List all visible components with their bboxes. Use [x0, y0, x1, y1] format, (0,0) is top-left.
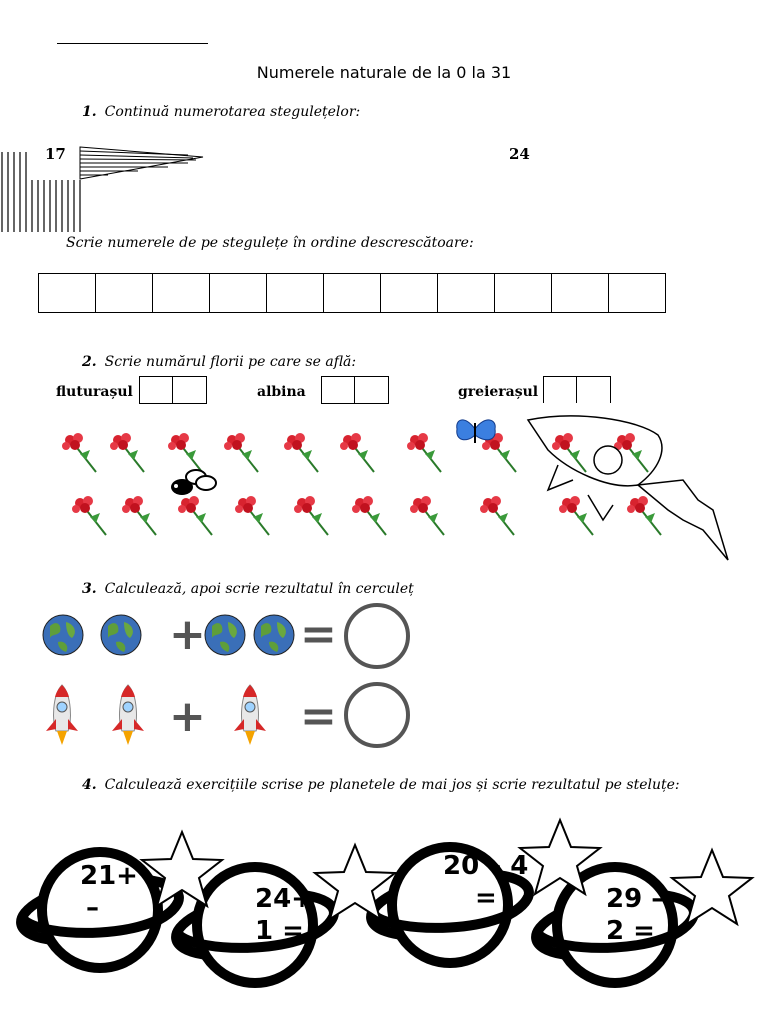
flag-number-start: 17 [45, 145, 66, 163]
butterfly-label: fluturașul [56, 384, 133, 400]
expression-line: 29 – [606, 884, 665, 914]
cricket-label: greierașul [458, 384, 539, 400]
answer-cell[interactable] [552, 274, 609, 313]
ex1-number: 1. [82, 104, 97, 120]
planet-expression-1 [80, 860, 138, 924]
ex3-instruction [82, 581, 414, 597]
flag-number-end: 24 [509, 145, 530, 163]
equals-sign: = [300, 609, 337, 660]
flowers-field [0, 405, 768, 570]
bee-icon [171, 470, 216, 495]
expression-line: 24+ [255, 884, 313, 914]
equals-sign: = [300, 691, 337, 742]
ex4-number: 4. [82, 777, 97, 793]
ex3-number: 3. [82, 581, 97, 597]
descending-answer-table [38, 273, 666, 313]
answer-cell[interactable] [153, 274, 210, 313]
ex4-instruction-text: Calculează exercițiile scrise pe planetele de mai jos și scrie rezultatul pe steluțe: [104, 777, 680, 793]
ex2-instruction-text: Scrie numărul florii pe care se află: [104, 354, 357, 370]
flower-icon [62, 433, 661, 535]
name-line [57, 43, 208, 44]
answer-cell[interactable] [39, 274, 96, 313]
ex3-equations [30, 603, 430, 753]
butterfly-icon [457, 420, 495, 443]
rocket-icon [46, 685, 266, 745]
ex2-instruction [82, 354, 356, 370]
planet-expression-3 [443, 850, 528, 914]
planet-expression-2 [255, 883, 313, 947]
bee-label: albina [257, 384, 306, 400]
expression-line: 21+ [80, 861, 138, 891]
expression-line: = [475, 883, 497, 913]
answer-cell[interactable] [381, 274, 438, 313]
expression-line: 2 = [606, 916, 655, 946]
ex2-number: 2. [82, 354, 97, 370]
bee-answer-box[interactable] [321, 376, 389, 404]
butterfly-answer-box[interactable] [139, 376, 207, 404]
flag-icon [78, 143, 208, 183]
answer-cell[interactable] [324, 274, 381, 313]
page-title: Numerele naturale de la 0 la 31 [256, 63, 512, 82]
answer-cell[interactable] [96, 274, 153, 313]
answer-cell[interactable] [609, 274, 666, 313]
answer-cell[interactable] [210, 274, 267, 313]
ex1-order-instruction: Scrie numerele de pe stegulețe în ordine descrescătoare: [66, 235, 474, 251]
expression-line: 20 – 4 [443, 851, 529, 881]
answer-circle [346, 684, 408, 746]
expression-line: – [86, 893, 99, 923]
ex1-instruction-text: Continuă numerotarea stegulețelor: [104, 104, 361, 120]
ex1-instruction [82, 104, 360, 120]
expression-line: 1 = [255, 916, 304, 946]
answer-cell[interactable] [267, 274, 324, 313]
answer-circle [346, 605, 408, 667]
planet-expression-4 [606, 883, 664, 947]
cricket-answer-box[interactable] [543, 376, 611, 403]
answer-cell[interactable] [438, 274, 495, 313]
plus-sign: + [169, 691, 206, 742]
answer-cell[interactable] [495, 274, 552, 313]
plus-sign: + [169, 609, 206, 660]
ex4-instruction [82, 777, 680, 793]
ex3-instruction-text: Calculează, apoi scrie rezultatul în cerculeț [104, 581, 414, 597]
